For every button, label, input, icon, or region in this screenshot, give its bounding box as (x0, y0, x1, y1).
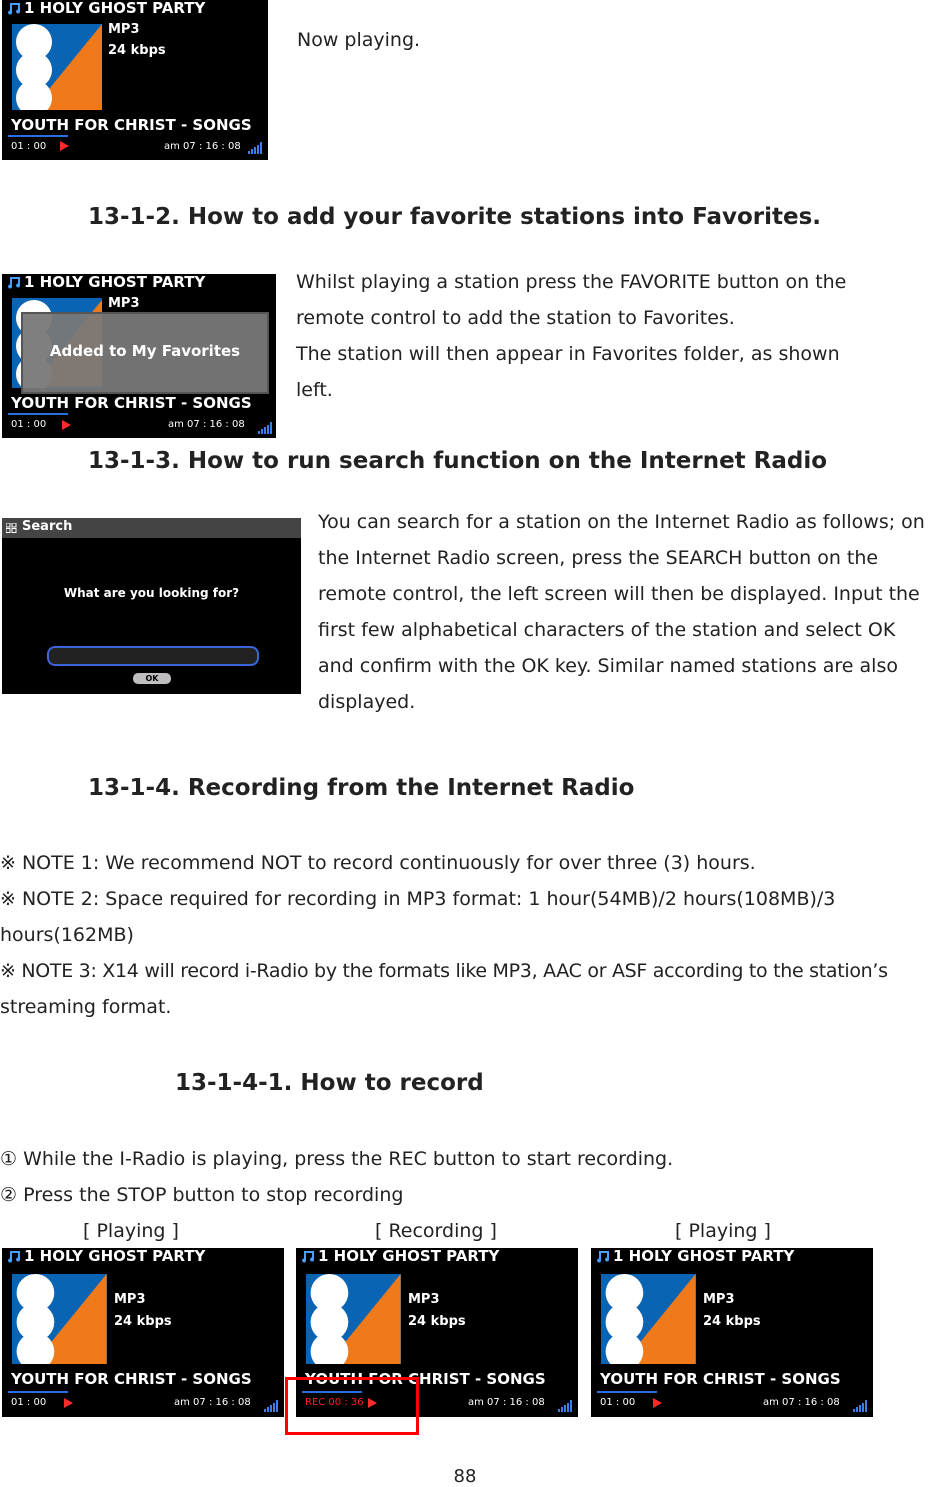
progress-bar (8, 1391, 68, 1393)
clock: am 07 : 16 : 08 (168, 419, 245, 430)
station-title: 1 HOLY GHOST PARTY (613, 1248, 795, 1265)
bitrate-label: 24 kbps (114, 1314, 172, 1329)
caption-recording: [ Recording ] (375, 1220, 497, 1242)
elapsed-time: 01 : 00 (11, 1397, 47, 1408)
search-header-title: Search (22, 519, 73, 534)
note-1: ※ NOTE 1: We recommend NOT to record continuously for over three (3) hours. (0, 852, 756, 874)
note-2: ※ NOTE 2: Space required for recording in MP3 format: 1 hour(54MB)/2 hours(108MB)/3 (0, 888, 836, 910)
search-grid-icon (6, 523, 17, 533)
step-2: ② Press the STOP button to stop recording (0, 1184, 404, 1206)
favorites-text-2: remote control to add the station to Favorites. (296, 307, 735, 329)
music-note-icon (301, 1249, 315, 1263)
elapsed-time: 01 : 00 (600, 1397, 636, 1408)
music-note-icon (7, 275, 21, 289)
music-note-icon (7, 1249, 21, 1263)
playing-screenshot-2 (591, 1248, 873, 1417)
favorites-popup-text: Added to My Favorites (49, 342, 241, 360)
note-3: ※ NOTE 3: X14 will record i-Radio by the formats like MP3, AAC or ASF according to the station’s (0, 960, 888, 982)
play-icon (653, 1398, 662, 1408)
station-title: 1 HOLY GHOST PARTY (24, 0, 206, 17)
search-text-1: You can search for a station on the Internet Radio as follows; on (318, 511, 925, 533)
station-artwork (601, 1274, 696, 1364)
clock: am 07 : 16 : 08 (468, 1397, 545, 1408)
favorites-screenshot (2, 274, 276, 438)
progress-bar (8, 135, 68, 137)
station-title: 1 HOLY GHOST PARTY (24, 1248, 206, 1265)
caption-playing-1: [ Playing ] (83, 1220, 179, 1242)
bitrate-label: 24 kbps (108, 43, 166, 58)
search-text-6: displayed. (318, 691, 416, 713)
step-1: ① While the I-Radio is playing, press the REC button to start recording. (0, 1148, 674, 1170)
search-header (2, 518, 301, 538)
favorites-text-3: The station will then appear in Favorites folder, as shown (296, 343, 840, 365)
heading-13-1-4: 13-1-4. Recording from the Internet Radio (88, 775, 635, 801)
heading-13-1-3: 13-1-3. How to run search function on the Internet Radio (88, 448, 828, 474)
song-title: YOUTH FOR CHRIST - SONGS (11, 394, 252, 412)
format-label: MP3 (108, 22, 140, 37)
play-icon (62, 420, 71, 430)
music-note-icon (596, 1249, 610, 1263)
search-text-5: and confirm with the OK key. Similar named stations are also (318, 655, 898, 677)
signal-icon (853, 1400, 867, 1412)
signal-icon (558, 1400, 572, 1412)
favorites-text-1: Whilst playing a station press the FAVORITE button on the (296, 271, 847, 293)
signal-icon (248, 142, 262, 154)
rec-highlight-box (285, 1377, 419, 1435)
clock: am 07 : 16 : 08 (174, 1397, 251, 1408)
search-text-3: remote control, the left screen will then be displayed. Input the (318, 583, 920, 605)
search-screenshot (2, 518, 301, 694)
favorites-text-4: left. (296, 379, 333, 401)
progress-bar (8, 413, 68, 415)
note-3-cont: streaming format. (0, 996, 172, 1018)
music-note-icon (7, 1, 21, 15)
song-title: YOUTH FOR CHRIST - SONGS (305, 1370, 546, 1388)
format-label: MP3 (114, 1292, 146, 1307)
search-text-4: first few alphabetical characters of the station and select OK (318, 619, 896, 641)
station-title: 1 HOLY GHOST PARTY (318, 1248, 500, 1265)
favorites-popup (21, 312, 269, 394)
format-label: MP3 (408, 1292, 440, 1307)
format-label: MP3 (703, 1292, 735, 1307)
bitrate-label: 24 kbps (408, 1314, 466, 1329)
progress-bar (597, 1391, 657, 1393)
song-title: YOUTH FOR CHRIST - SONGS (11, 116, 252, 134)
playing-screenshot-1 (2, 1248, 284, 1417)
now-playing-screenshot (2, 0, 268, 160)
play-icon (60, 141, 69, 151)
play-icon (64, 1398, 73, 1408)
signal-icon (258, 422, 272, 434)
bitrate-label: 24 kbps (703, 1314, 761, 1329)
clock: am 07 : 16 : 08 (164, 141, 241, 152)
now-playing-caption: Now playing. (297, 29, 421, 51)
rec-elapsed-time: REC 00 : 36 (305, 1397, 364, 1408)
note-2-cont: hours(162MB) (0, 924, 134, 946)
elapsed-time: 01 : 00 (11, 141, 47, 152)
song-title: YOUTH FOR CHRIST - SONGS (11, 1370, 252, 1388)
heading-13-1-4-1: 13-1-4-1. How to record (175, 1070, 484, 1096)
station-artwork (12, 24, 102, 110)
signal-icon (264, 1400, 278, 1412)
station-title: 1 HOLY GHOST PARTY (24, 274, 206, 291)
station-artwork (12, 1274, 107, 1364)
station-artwork (306, 1274, 401, 1364)
search-text-2: the Internet Radio screen, press the SEARCH button on the (318, 547, 879, 569)
format-label: MP3 (108, 296, 140, 311)
heading-13-1-2: 13-1-2. How to add your favorite stations into Favorites. (88, 204, 822, 230)
caption-playing-2: [ Playing ] (675, 1220, 771, 1242)
page-number: 88 (453, 1466, 477, 1487)
ok-button: OK (133, 673, 171, 684)
search-input (47, 646, 259, 666)
elapsed-time: 01 : 00 (11, 419, 47, 430)
song-title: YOUTH FOR CHRIST - SONGS (600, 1370, 841, 1388)
search-question: What are you looking for? (63, 586, 240, 600)
clock: am 07 : 16 : 08 (763, 1397, 840, 1408)
